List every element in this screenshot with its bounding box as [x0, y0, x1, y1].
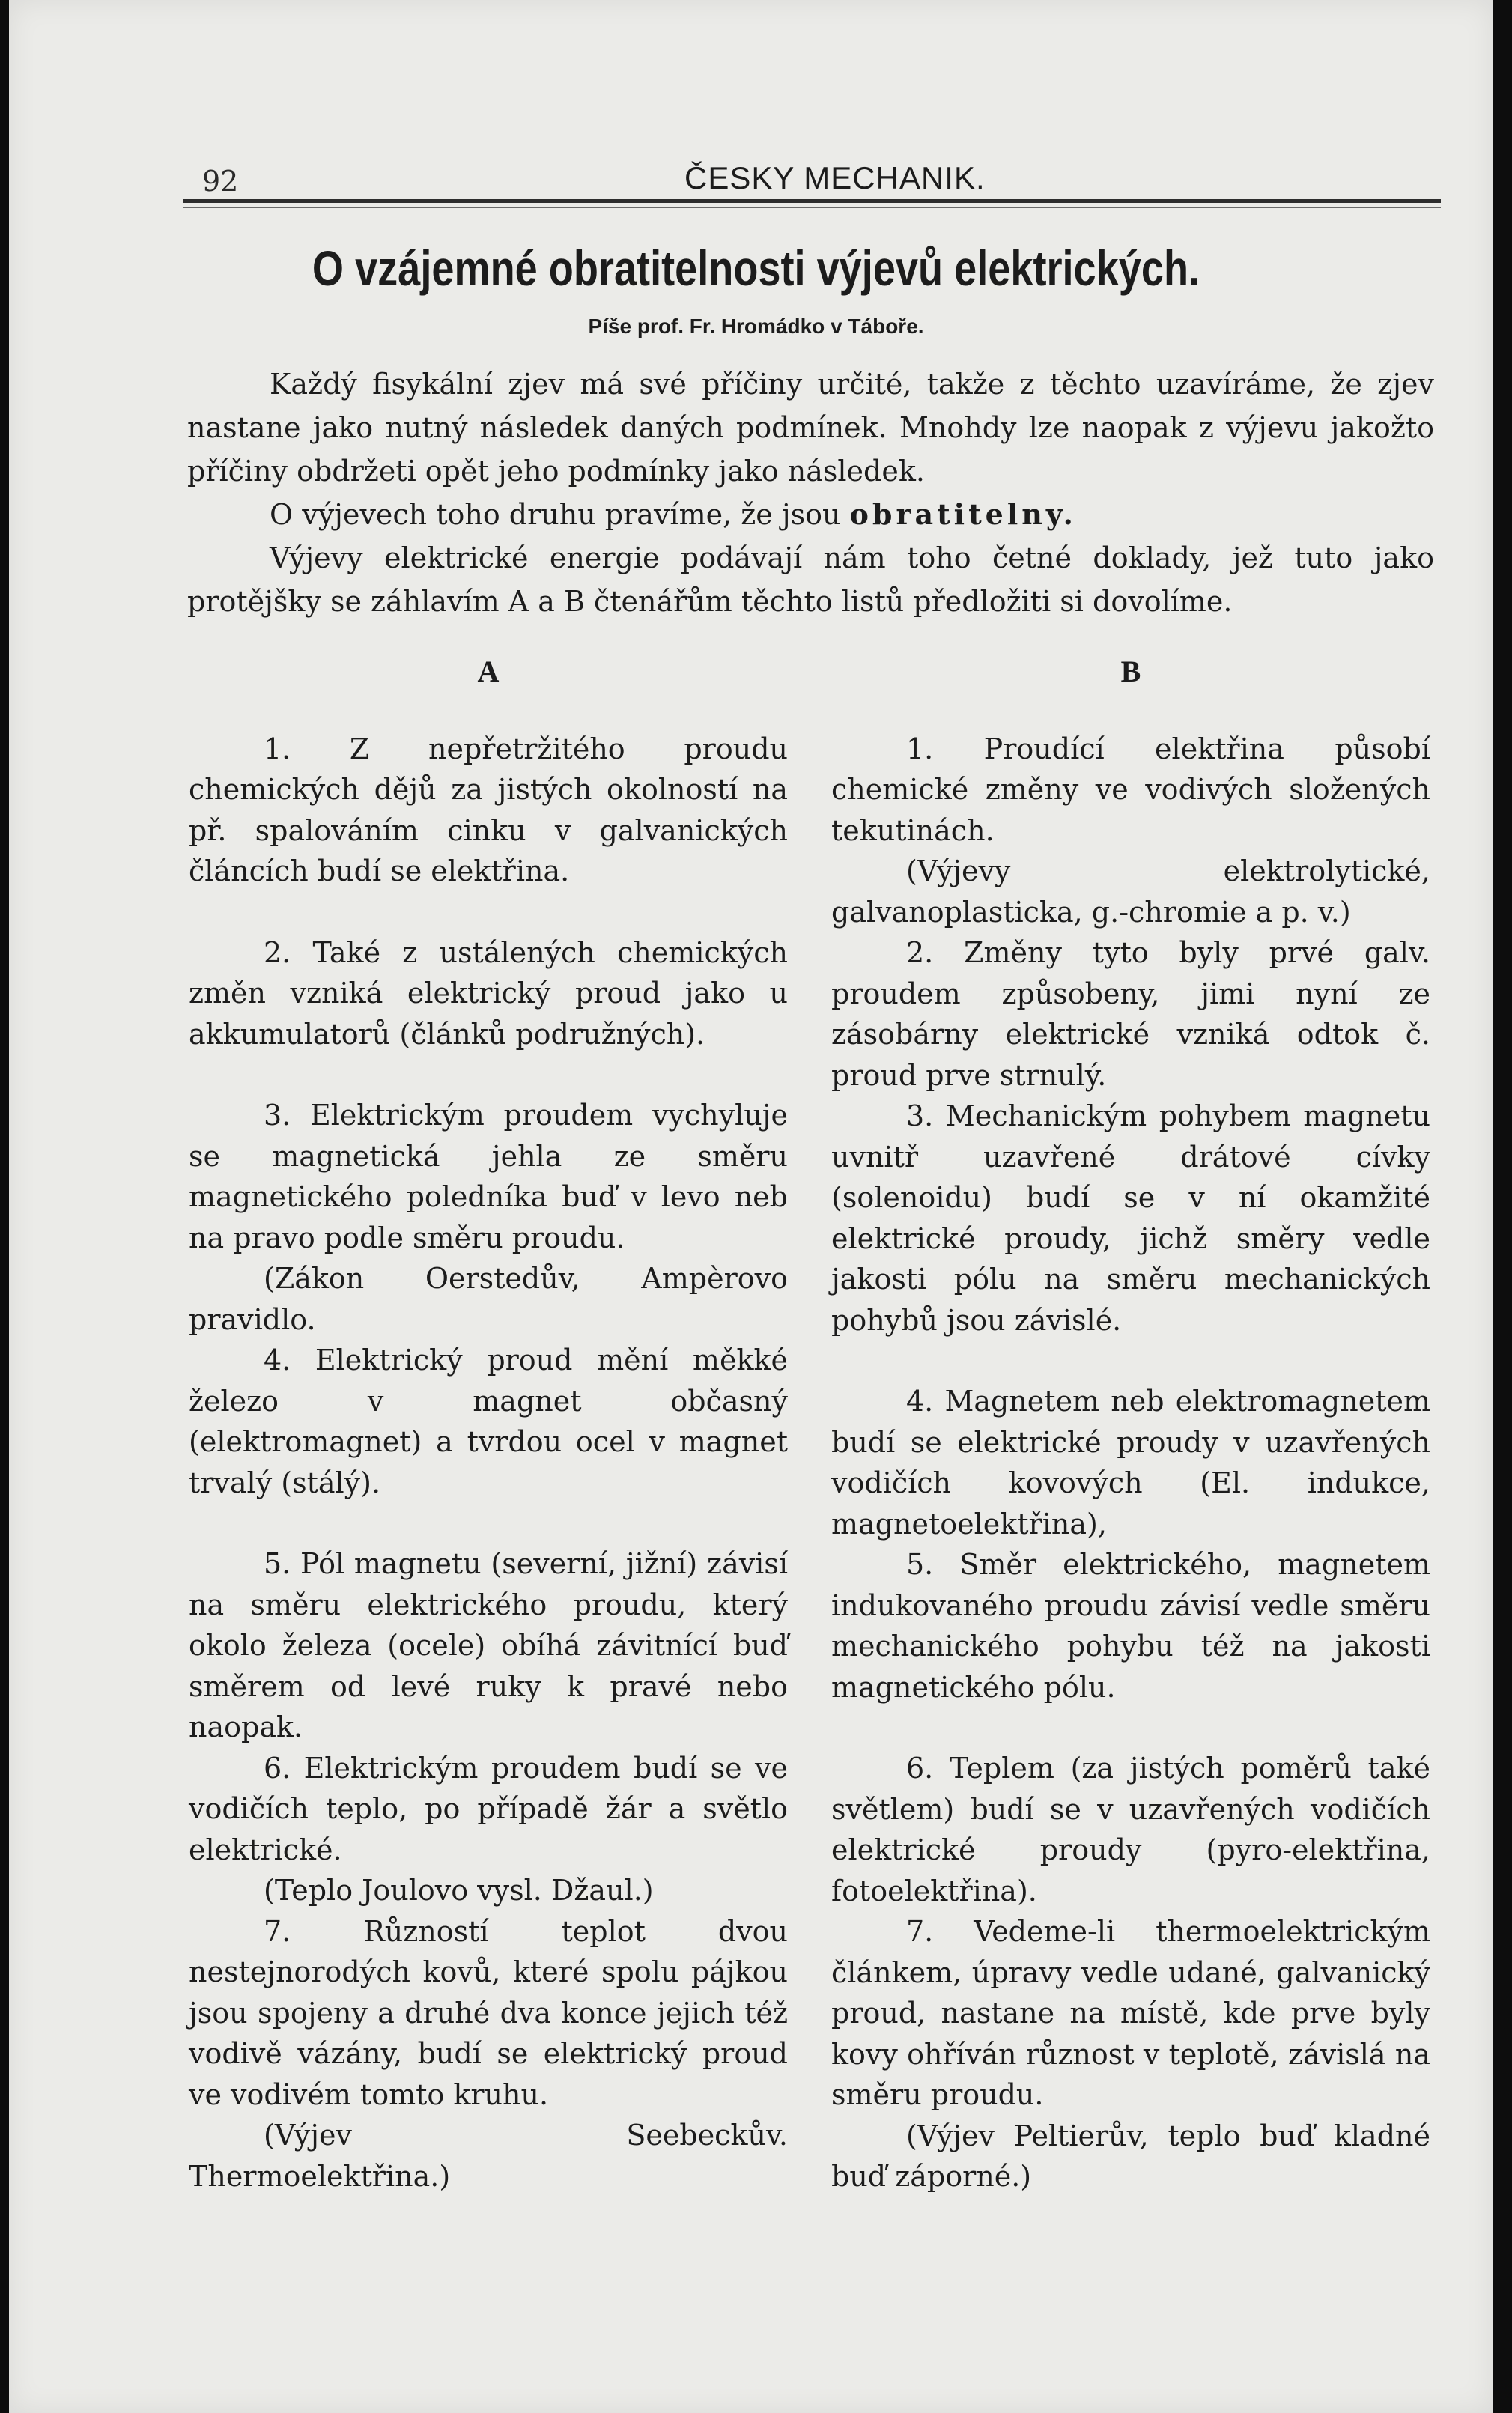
column-a-note-6: (Teplo Joulovo vysl. Džaul.): [264, 1874, 654, 1907]
column-a-item-6: 6. Elektrickým proudem budí se ve vodičích teplo, po případě žár a světlo elektrické.: [189, 1751, 788, 1866]
column-b-heading: B: [1120, 655, 1141, 688]
column-b-item-2: 2. Změny tyto byly prvé galv. proudem způsobeny, jimi nyní ze zásobárny elektrické vzniká odtok č. proud prve strnulý.: [831, 936, 1430, 1092]
column-b: [831, 652, 1430, 2197]
intro-emphasis: obratitelny.: [849, 497, 1077, 531]
column-a-item-4: 4. Elektrický proud mění měkké železo v magnet občasný (elektromagnet) a tvrdou ocel v magnet trvalý (stálý).: [189, 1344, 788, 1499]
header-rule: [183, 199, 1441, 203]
column-b-item-5: 5. Směr elektrického, magnetem indukovaného proudu závisí vedle směru mechanického pohybu též na jakosti magnetického pólu.: [831, 1548, 1430, 1704]
column-a-item-1: 1. Z nepřetržitého proudu chemických dějů za jistých okolností na př. spalováním cinku v galvanických článcích budí se elektřina.: [189, 732, 788, 887]
journal-title: ČESKY MECHANIK.: [684, 160, 986, 195]
column-a-item-2: 2. Také z ustálených chemických změn vzniká elektrický proud jako u akkumulatorů (článků podružných).: [189, 935, 788, 1051]
column-a-note-3: (Zákon Oerstedův, Ampèrovo pravidlo.: [189, 1262, 788, 1336]
page-number: 92: [202, 165, 239, 198]
header-rule-thin: [183, 207, 1441, 208]
column-b-item-6: 6. Teplem (za jistých poměrů také světlem) budí se v uzavřených vodičích elektrické proudy (pyro-elektřina, fotoelektřina).: [831, 1752, 1430, 1907]
column-b-item-4: 4. Magnetem neb elektromagnetem budí se elektrické proudy v uzavřených vodičích kovových (El. indukce, magnetoelektřina),: [831, 1385, 1430, 1541]
intro-paragraph-1: Každý fisykální zjev má své příčiny určité, takže z těchto uzavíráme, že zjev nastane jako nutný následek daných podmínek. Mnohdy lze naopak z výjevu jakožto příčiny obdržeti opět jeho podmínky jako následek.: [187, 368, 1434, 488]
column-b-item-3: 3. Mechanickým pohybem magnetu uvnitř uzavřené drátové cívky (solenoidu) budí se v ní okamžité elektrické proudy, jichž směry vedle jakosti pólu na směru mechanických pohybů jsou závislé.: [831, 1099, 1430, 1337]
intro-paragraph-2: [187, 493, 1434, 536]
intro-paragraph-2-text: O výjevech toho druhu pravíme, že jsou: [270, 498, 841, 531]
column-a-item-7: 7. Růzností teplot dvou nestejnorodých kovů, které spolu pájkou jsou spojeny a druhé dva konce jejich též vodivě vázány, budí se elektrický proud ve vodivém tomto kruhu.: [189, 1914, 788, 2111]
column-a-item-5: 5. Pól magnetu (severní, jižní) závisí na směru elektrického proudu, který okolo železa (ocele) obíhá závitnící buď směrem od levé ruky k pravé nebo naopak.: [189, 1547, 788, 1743]
article-title: O vzájemné obratitelnosti výjevů elektrických.: [312, 240, 1200, 296]
intro: [187, 362, 1434, 623]
column-a-note-7: (Výjev Seebeckův. Thermoelektřina.): [189, 2119, 788, 2193]
column-b-item-1: 1. Proudící elektřina působí chemické změny ve vodivých složených tekutinách.: [831, 732, 1430, 847]
column-a-item-3: 3. Elektrickým proudem vychyluje se magnetická jehla ze směru magnetického poledníka buď v levo neb na pravo podle směru proudu.: [189, 1099, 788, 1254]
column-b-item-7: 7. Vedeme-li thermoelektrickým článkem, úpravy vedle udané, galvanický proud, nastane na místě, kde prve byly kovy ohříván různost v teplotě, závislá na směru proudu.: [831, 1915, 1430, 2111]
column-b-note-7: (Výjev Peltierův, teplo buď kladné buď záporné.): [831, 2119, 1430, 2193]
article-byline: Píše prof. Fr. Hromádko v Táboře.: [588, 315, 924, 338]
column-a-heading: A: [477, 655, 500, 688]
intro-paragraph-3: Výjevy elektrické energie podávají nám toho četné doklady, jež tuto jako protějšky se záhlavím A a B čtenářům těchto listů předložiti si dovolíme.: [187, 541, 1434, 618]
column-b-note-1: (Výjevy elektrolytické, galvanoplasticka, g.-chromie a p. v.): [831, 855, 1430, 929]
column-a: [189, 652, 788, 2197]
